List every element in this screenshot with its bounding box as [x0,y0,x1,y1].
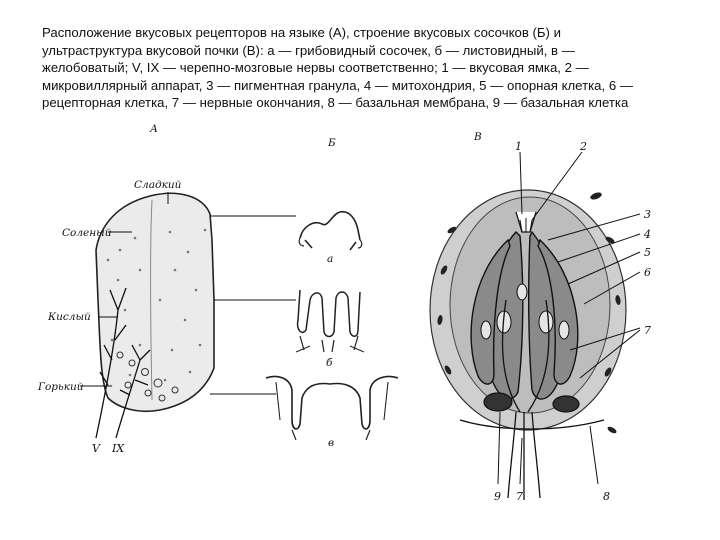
label-4-mitochondrion: 4 [644,228,651,241]
label-bitter: Горький [38,381,84,393]
label-papilla-b: б [326,357,333,369]
caption-line-1: Расположение вкусовых рецепторов на языке (А), строение вкусовых сосочков (Б) и [42,25,561,40]
label-9-basal-cell: 9 [494,490,501,503]
panel-c-letter: В [474,131,482,143]
fungiform-papilla [299,212,362,250]
panel-b-letter: Б [328,137,336,149]
label-7-nerve-endings-bottom: 7 [516,490,523,503]
label-6-receptor-cell: 6 [644,266,651,279]
label-salty: Соленый [62,227,112,239]
label-nerve-ix: IX [112,442,125,455]
tongue-diagram [80,192,296,438]
label-1-taste-pore: 1 [515,140,522,153]
label-papilla-a: а [327,253,334,265]
label-sweet: Сладкий [134,179,182,191]
caption-line-5: рецепторная клетка, 7 — нервные окончания, 8 — базальная мембрана, 9 — базальная клетка [42,95,629,110]
label-sour: Кислый [48,311,91,323]
label-5-supporting-cell: 5 [644,246,651,259]
caption-line-3: желобоватый; V, IX — черепно-мозговые нервы соответственно; 1 — вкусовая ямка, 2 — [42,60,589,75]
label-2-microvilli: 2 [580,140,587,153]
label-nerve-v: V [92,442,100,455]
caption-line-2: ультраструктура вкусовой почки (В): а — грибовидный сосочек, б — листовидный, в — [42,42,575,58]
circumvallate-papilla [266,377,398,441]
caption-line-4: микровиллярный аппарат, 3 — пигментная гранула, 4 — митохондрия, 5 — опорная клетка, 6 — [42,77,634,93]
foliate-papilla [296,290,364,352]
label-papilla-c: в [328,437,335,449]
label-8-basal-membrane: 8 [603,490,610,503]
label-7-nerve-endings-right: 7 [644,324,651,337]
taste-bud-diagram [430,190,626,500]
panel-a-letter: А [150,123,158,135]
label-3-pigment-granule: 3 [644,208,651,221]
